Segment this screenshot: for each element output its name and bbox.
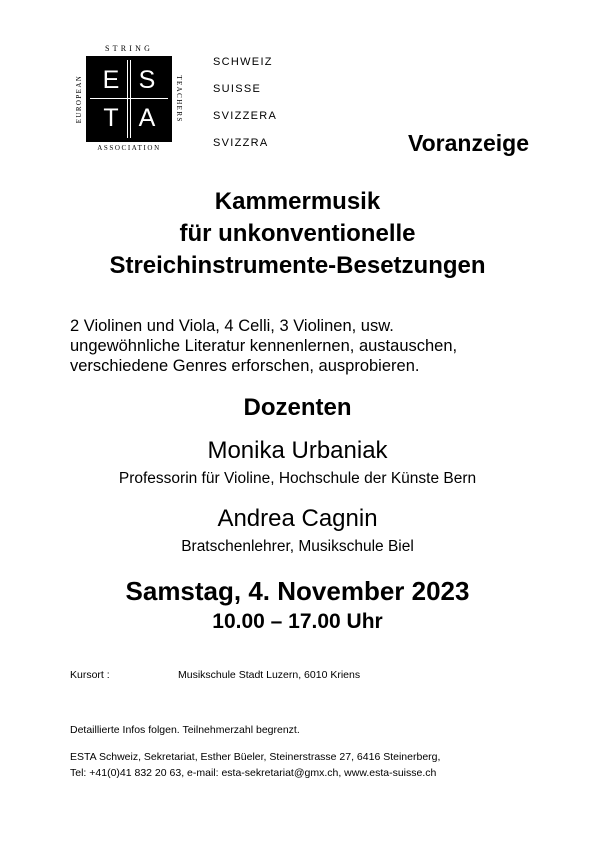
event-date: Samstag, 4. November 2023 [125,576,470,606]
teachers-heading: Dozenten [243,394,352,421]
info-note: Detaillierte Infos folgen. Teilnehmerzahl begrenzt. [70,724,300,736]
country-name: SCHWEIZ [213,56,273,68]
title-line: Streichinstrumente-Besetzungen [109,252,486,279]
page-title [0,186,595,282]
preview-label: Voranzeige [408,130,529,156]
esta-logo [72,44,186,154]
logo-right-text: TEACHERS [175,75,183,123]
logo-bottom-text: ASSOCIATION [97,144,161,152]
logo-letter: S [138,66,156,94]
country-name: SVIZZERA [213,110,278,122]
teacher-name: Monika Urbaniak [207,437,388,464]
location-value: Musikschule Stadt Luzern, 6010 Kriens [178,669,361,681]
course-description [70,316,457,376]
logo-divider [127,60,128,138]
description-line: 2 Violinen und Viola, 4 Celli, 3 Violinen, usw. [70,317,394,335]
logo-letter: T [103,104,119,132]
title-line: für unkonventionelle [179,220,416,247]
event-time: 10.00 – 17.00 Uhr [212,610,383,633]
title-line: Kammermusik [214,188,381,215]
location-label: Kursort : [70,669,110,681]
teacher-role: Bratschenlehrer, Musikschule Biel [181,538,414,555]
logo-divider [90,98,168,99]
country-list [213,55,277,163]
logo-divider [130,60,131,138]
logo-top-text: STRING [104,44,154,53]
contact-info [70,749,440,781]
logo-letter: E [102,66,120,94]
logo-letter: A [138,104,156,132]
teacher-role: Professorin für Violine, Hochschule der Künste Bern [118,470,477,487]
contact-line: Tel: +41(0)41 832 20 63, e-mail: esta-sekretariat@gmx.ch, www.esta-suisse.ch [70,767,437,779]
country-name: SUISSE [213,83,262,95]
teacher-name: Andrea Cagnin [217,505,378,532]
description-line: verschiedene Genres erforschen, ausprobieren. [70,357,420,375]
logo-left-text: EUROPEAN [75,74,83,124]
description-line: ungewöhnliche Literatur kennenlernen, austauschen, [70,337,458,355]
contact-line: ESTA Schweiz, Sekretariat, Esther Büeler, Steinerstrasse 27, 6416 Steinerberg, [70,751,441,763]
country-name: SVIZZRA [213,137,269,149]
